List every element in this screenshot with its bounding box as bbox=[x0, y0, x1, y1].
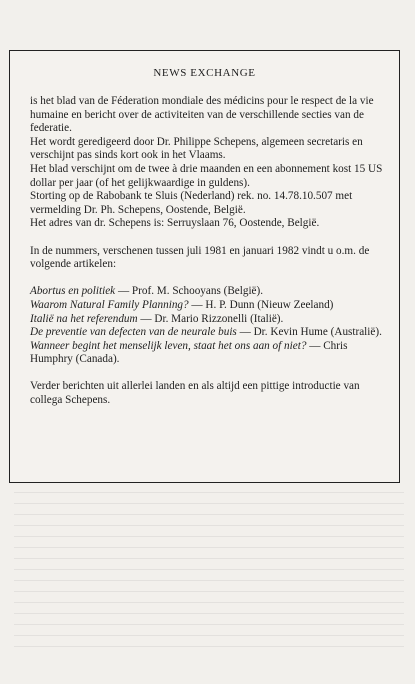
news-exchange-box bbox=[9, 50, 400, 483]
closing-paragraph: Verder berichten uit allerlei landen en als altijd een pittige introductie van collega Schepens. bbox=[30, 380, 360, 407]
article-title: De preventie van defecten van de neurale buis bbox=[30, 326, 237, 339]
intro-paragraph-4: Storting op de Rabobank te Sluis (Nederland) rek. no. 14.78.10.507 met vermelding Dr. Ph. Schepens, Oostende, België. bbox=[30, 190, 353, 216]
article-title: Abortus en politiek bbox=[30, 285, 116, 298]
article-author: — Dr. Mario Rizzonelli (Italië). bbox=[137, 312, 284, 325]
intro-paragraph-1: is het blad van de Féderation mondiale des médicins pour le respect de la vie humaine en bericht over de activiteiten van de verschillende secties van de federatie. bbox=[30, 95, 374, 135]
show-through-area bbox=[14, 492, 404, 682]
article-author: — Prof. M. Schooyans (België). bbox=[115, 285, 264, 298]
article-item bbox=[30, 326, 390, 340]
box-title: NEWS EXCHANGE bbox=[153, 67, 256, 79]
article-item bbox=[30, 299, 390, 313]
article-title: Waarom Natural Family Planning? bbox=[30, 298, 189, 311]
articles-intro: In de nummers, verschenen tussen juli 1981 en januari 1982 vindt u o.m. de volgende artikelen: bbox=[30, 244, 370, 271]
article-title: Italië na het referendum bbox=[30, 312, 138, 325]
article-title: Wanneer begint het menselijk leven, staat het ons aan of niet? bbox=[30, 339, 307, 352]
box-content bbox=[30, 95, 390, 408]
article-author: — Dr. Kevin Hume (Australië). bbox=[236, 326, 382, 339]
intro-paragraph-2: Het wordt geredigeerd door Dr. Philippe Schepens, algemeen secretaris en verschijnt pas sinds kort ook in het Vlaams. bbox=[30, 135, 363, 162]
article-item bbox=[30, 340, 390, 367]
intro-paragraph-5: Het adres van dr. Schepens is: Serruyslaan 76, Oostende, België. bbox=[30, 217, 320, 230]
article-author: — H. P. Dunn (Nieuw Zeeland) bbox=[188, 298, 334, 311]
article-item bbox=[30, 313, 390, 327]
intro-paragraph-3: Het blad verschijnt om de twee à drie maanden en een abonnement kost 15 US dollar per jaar (of het gelijkwaardige in guldens). bbox=[30, 162, 383, 189]
article-author: — Chris Humphry (Canada). bbox=[30, 339, 348, 366]
article-item bbox=[30, 285, 390, 299]
